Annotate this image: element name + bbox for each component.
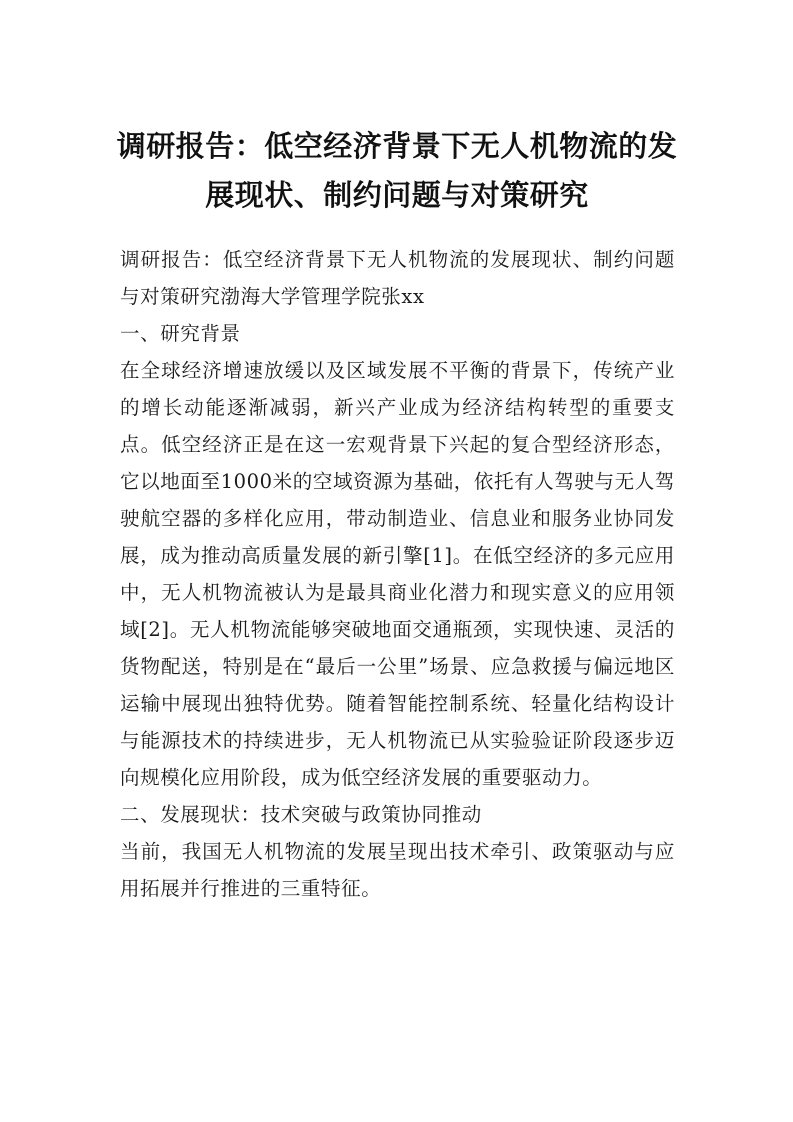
document-body	[120, 241, 675, 907]
document-subtitle-paragraph: 调研报告：低空经济背景下无人机物流的发展现状、制约问题与对策研究渤海大学管理学院张xx	[120, 248, 675, 308]
section-heading-background: 一、研究背景	[120, 322, 241, 345]
document-title: 调研报告：低空经济背景下无人机物流的发展现状、制约问题与对策研究	[116, 129, 678, 212]
background-paragraph: 在全球经济增速放缓以及区域发展不平衡的背景下，传统产业的增长动能逐渐减弱，新兴产业成为经济结构转型的重要支点。低空经济正是在这一宏观背景下兴起的复合型经济形态，它以地面至1000米的空域资源为基础，依托有人驾驶与无人驾驶航空器的多样化应用，带动制造业、信息业和服务业协同发展，成为推动高质量发展的新引擎[1]。在低空经济的多元应用中，无人机物流被认为是最具商业化潜力和现实意义的应用领域[2]。无人机物流能够突破地面交通瓶颈，实现快速、灵活的货物配送，特别是在“最后一公里”场景、应急救援与偏远地区运输中展现出独特优势。随着智能控制系统、轻量化结构设计与能源技术的持续进步，无人机物流已从实验验证阶段逐步迈向规模化应用阶段，成为低空经济发展的重要驱动力。	[120, 359, 675, 789]
section-heading-status: 二、发展现状：技术突破与政策协同推动	[120, 803, 482, 826]
status-paragraph: 当前，我国无人机物流的发展呈现出技术牵引、政策驱动与应用拓展并行推进的三重特征。	[120, 840, 675, 900]
